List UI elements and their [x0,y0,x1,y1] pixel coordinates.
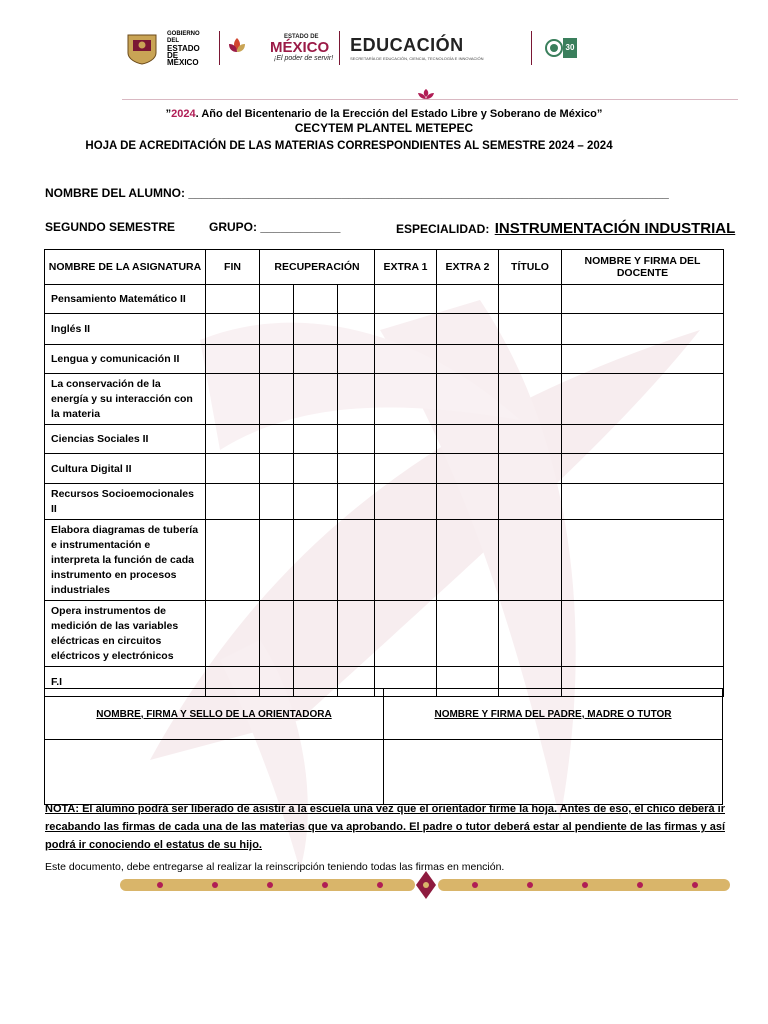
subject-name: Opera instrumentos de medición de las variables eléctricas en circuitos eléctricos y electrónicos [45,601,206,667]
grade-cell[interactable] [294,520,338,601]
signature-cell[interactable] [562,484,724,520]
grade-cell[interactable] [260,520,294,601]
grade-cell[interactable] [499,374,562,425]
anniversary-logo-icon [544,35,578,61]
header-fin: FIN [206,250,260,285]
grade-cell[interactable] [260,601,294,667]
signature-cell[interactable] [562,374,724,425]
grade-cell[interactable] [499,285,562,314]
table-row [45,314,724,345]
grade-cell[interactable] [338,601,375,667]
header-docente: NOMBRE Y FIRMA DEL DOCENTE [562,250,724,285]
grade-cell[interactable] [294,345,338,374]
grade-cell[interactable] [260,484,294,520]
grade-cell[interactable] [206,285,260,314]
grade-cell[interactable] [206,601,260,667]
header-divider [531,31,532,65]
table-row [45,285,724,314]
subject-name: Ciencias Sociales II [45,425,206,454]
signature-cell[interactable] [562,520,724,601]
grade-cell[interactable] [499,520,562,601]
signature-cell[interactable] [562,454,724,484]
signatures-table [44,688,723,805]
header-titulo: TÍTULO [499,250,562,285]
grade-cell[interactable] [260,425,294,454]
institutional-header [120,28,578,68]
subject-name: Pensamiento Matemático II [45,285,206,314]
grade-cell[interactable] [294,285,338,314]
table-row [45,454,724,484]
note-paragraph: NOTA: El alumno podrá ser liberado de asistir a la escuela una vez que el orientador firme la hoja. Antes de eso, el chico deberá ir recabando las firmas de cada una de las materias que va aprobando. El padre o tutor deberá estar al pendiente de las firmas y así podrá ir conociendo el estatus de su hijo. [45,803,725,851]
edomex-flower-icon [226,36,248,60]
signature-cell[interactable] [562,285,724,314]
grade-cell[interactable] [294,425,338,454]
grade-cell[interactable] [294,484,338,520]
grade-cell[interactable] [338,520,375,601]
grade-cell[interactable] [375,374,437,425]
grade-cell[interactable] [260,285,294,314]
grade-cell[interactable] [437,425,499,454]
table-row [45,520,724,601]
grade-cell[interactable] [375,484,437,520]
edomex-logo: ESTADO DE MÉXICO ¡El poder de servir! [270,34,334,62]
grade-cell[interactable] [338,454,375,484]
subject-name: Inglés II [45,314,206,345]
subject-name: Elabora diagramas de tubería e instrumentación e interpreta la función de cada instrumento en procesos industriales [45,520,206,601]
grade-cell[interactable] [206,425,260,454]
grade-cell[interactable] [206,484,260,520]
grade-cell[interactable] [294,314,338,345]
footer-instruction: Este documento, debe entregarse al realizar la reinscripción teniendo todas las firmas en mención. [45,861,505,873]
grade-cell[interactable] [375,520,437,601]
specialty-field [396,220,735,237]
header-extra1: EXTRA 1 [375,250,437,285]
grade-cell[interactable] [499,345,562,374]
grades-table [44,249,724,697]
grade-cell[interactable] [294,374,338,425]
year-highlight: 2024 [171,108,196,120]
table-row [45,484,724,520]
grade-cell[interactable] [260,454,294,484]
gobierno-logo-text: GOBIERNO DEL ESTADO DE MÉXICO [167,30,200,67]
signature-cell[interactable] [562,425,724,454]
header-divider [339,31,340,65]
decorative-border [120,871,730,901]
grade-cell[interactable] [375,285,437,314]
grade-cell[interactable] [437,454,499,484]
state-seal-icon [120,31,164,65]
header-asignatura: NOMBRE DE LA ASIGNATURA [45,250,206,285]
grade-cell[interactable] [338,425,375,454]
grade-cell[interactable] [375,425,437,454]
grade-cell[interactable] [437,484,499,520]
orientadora-signature-box[interactable] [45,740,384,805]
subject-name: Cultura Digital II [45,454,206,484]
grade-cell[interactable] [260,314,294,345]
table-row [45,345,724,374]
year-motto: ”2024. Año del Bicentenario de la Erección del Estado Libre y Soberano de México” [165,108,603,120]
grade-cell[interactable] [338,314,375,345]
grade-cell[interactable] [260,345,294,374]
parent-signature-label: NOMBRE Y FIRMA DEL PADRE, MADRE O TUTOR [384,689,723,740]
semester-label: SEGUNDO SEMESTRE [45,220,176,234]
grade-cell[interactable] [294,454,338,484]
table-row [45,425,724,454]
header-divider [219,31,220,65]
subject-name: La conservación de la energía y su interacción con la materia [45,374,206,425]
specialty-value: INSTRUMENTACIÓN INDUSTRIAL [494,220,736,237]
group-field[interactable]: GRUPO: ____________ [209,220,341,234]
grade-cell[interactable] [294,601,338,667]
signature-cell[interactable] [562,601,724,667]
grade-cell[interactable] [206,374,260,425]
grade-cell[interactable] [375,314,437,345]
grade-cell[interactable] [437,601,499,667]
signature-box-row [45,740,723,805]
signature-label-row [45,689,723,740]
table-row [45,374,724,425]
subject-name: Recursos Socioemocionales II [45,484,206,520]
signature-cell[interactable] [562,314,724,345]
grade-cell[interactable] [338,285,375,314]
grade-cell[interactable] [437,374,499,425]
grade-cell[interactable] [437,314,499,345]
grade-cell[interactable] [499,425,562,454]
grade-cell[interactable] [437,345,499,374]
year-motto-text: . Año del Bicentenario de la Erección del Estado Libre y Soberano de México” [195,108,603,120]
subject-name: F.I [45,667,206,697]
grade-cell[interactable] [206,454,260,484]
student-name-field[interactable]: NOMBRE DEL ALUMNO: ________________________________________________________________________ [45,186,669,200]
table-row [45,601,724,667]
table-header-row [45,250,724,285]
header-recuperacion: RECUPERACIÓN [260,250,375,285]
parent-signature-box[interactable] [384,740,723,805]
grade-cell[interactable] [260,374,294,425]
anniversary-number: 30 [565,43,575,52]
header-extra2: EXTRA 2 [437,250,499,285]
signature-cell[interactable] [562,345,724,374]
grade-cell[interactable] [499,484,562,520]
orientadora-signature-label: NOMBRE, FIRMA Y SELLO DE LA ORIENTADORA [45,689,384,740]
specialty-label: ESPECIALIDAD: [396,222,490,236]
grade-cell[interactable] [499,314,562,345]
grade-cell[interactable] [338,345,375,374]
grade-cell[interactable] [437,285,499,314]
grade-cell[interactable] [437,520,499,601]
document-title: HOJA DE ACREDITACIÓN DE LAS MATERIAS CORRESPONDIENTES AL SEMESTRE 2024 – 2024 [85,140,613,152]
educacion-logo: EDUCACIÓN SECRETARÍA DE EDUCACIÓN, CIENCIA, TECNOLOGÍA E INNOVACIÓN [350,35,484,61]
grade-cell[interactable] [375,345,437,374]
grade-cell[interactable] [338,484,375,520]
grade-cell[interactable] [375,454,437,484]
plantel-title: CECYTEM PLANTEL METEPEC [294,121,474,135]
grade-cell[interactable] [375,601,437,667]
grade-cell[interactable] [206,314,260,345]
grade-cell[interactable] [206,345,260,374]
grade-cell[interactable] [499,454,562,484]
grade-cell[interactable] [338,374,375,425]
grade-cell[interactable] [499,601,562,667]
subject-name: Lengua y comunicación II [45,345,206,374]
flower-ornament-icon [417,88,435,102]
grade-cell[interactable] [206,520,260,601]
